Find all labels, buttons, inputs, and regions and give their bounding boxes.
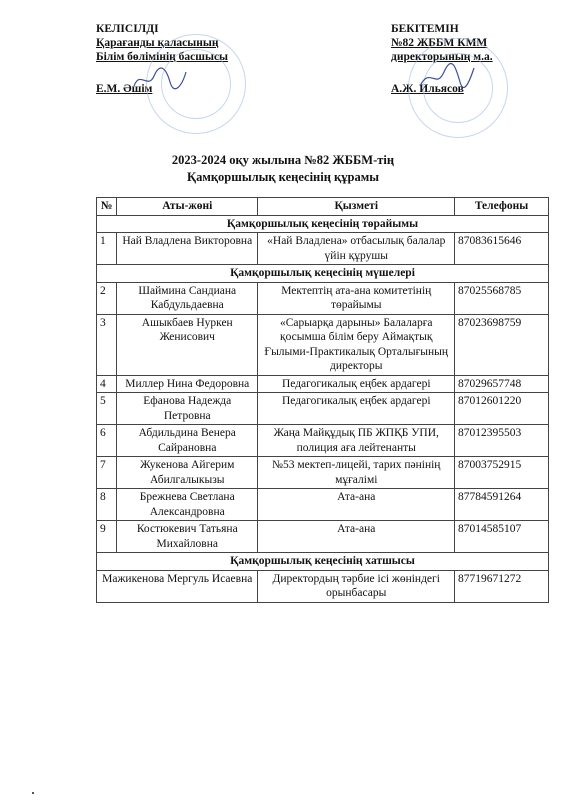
member-name: Шаймина Сандиана Кабдульдаевна bbox=[117, 282, 258, 314]
table-row bbox=[97, 570, 549, 602]
member-position: Директордың тәрбие ісі жөніндегі орынбасары bbox=[258, 570, 455, 602]
member-name: Ашыкбаев Нуркен Женисович bbox=[117, 314, 258, 375]
agreed-org: Қарағанды қаласының bbox=[96, 37, 219, 49]
member-name: Ефанова Надежда Петровна bbox=[117, 393, 258, 425]
member-phone: 87083615646 bbox=[455, 233, 549, 265]
table-row bbox=[97, 457, 549, 489]
column-header-name: Аты-жөні bbox=[117, 198, 258, 216]
member-position: Педагогикалық еңбек ардагері bbox=[258, 375, 455, 393]
table-row bbox=[97, 393, 549, 425]
column-header-number: № bbox=[97, 198, 117, 216]
row-number: 2 bbox=[97, 282, 117, 314]
member-name: Мажикенова Мергуль Исаевна bbox=[97, 570, 258, 602]
table-row bbox=[97, 425, 549, 457]
row-number: 3 bbox=[97, 314, 117, 375]
member-phone: 87012601220 bbox=[455, 393, 549, 425]
member-position: «Най Владлена» отбасылық балалар үйін құрушы bbox=[258, 233, 455, 265]
member-position: «Сарыарқа дарыны» Балаларға қосымша білім беру Аймақтық Ғылыми-Практикалық Орталығының директоры bbox=[258, 314, 455, 375]
approve-heading: БЕКІТЕМІН bbox=[391, 23, 459, 35]
table-row bbox=[97, 521, 549, 553]
member-position: Педагогикалық еңбек ардагері bbox=[258, 393, 455, 425]
approve-position: директорының м.а. bbox=[391, 51, 493, 63]
member-name: Абдильдина Венера Сайрановна bbox=[117, 425, 258, 457]
member-phone: 87025568785 bbox=[455, 282, 549, 314]
table-header-row bbox=[97, 198, 549, 216]
agreed-heading: КЕЛІСІЛДІ bbox=[96, 23, 159, 35]
section-row-members bbox=[97, 265, 549, 283]
table-row bbox=[97, 314, 549, 375]
row-number: 6 bbox=[97, 425, 117, 457]
member-position: Мектептің ата-ана комитетінің төрайымы bbox=[258, 282, 455, 314]
member-position: Ата-ана bbox=[258, 489, 455, 521]
member-phone: 87023698759 bbox=[455, 314, 549, 375]
member-phone: 87029657748 bbox=[455, 375, 549, 393]
member-name: Брежнева Светлана Александровна bbox=[117, 489, 258, 521]
signature-right-icon bbox=[416, 62, 476, 92]
section-title-members: Қамқоршылық кеңесінің мүшелері bbox=[97, 265, 549, 283]
member-position: Ата-ана bbox=[258, 521, 455, 553]
signature-left-icon bbox=[130, 64, 190, 94]
member-name: Миллер Нина Федоровна bbox=[117, 375, 258, 393]
table-row bbox=[97, 282, 549, 314]
section-title-secretary: Қамқоршылық кеңесінің хатшысы bbox=[97, 553, 549, 571]
title-line-2: Қамқоршылық кеңесінің құрамы bbox=[187, 170, 379, 184]
document-title bbox=[0, 152, 566, 186]
table-row bbox=[97, 233, 549, 265]
member-phone: 87014585107 bbox=[455, 521, 549, 553]
agreed-signatory: Е.М. Әшім bbox=[96, 83, 153, 95]
table-row bbox=[97, 489, 549, 521]
member-phone: 87012395503 bbox=[455, 425, 549, 457]
row-number: 4 bbox=[97, 375, 117, 393]
row-number: 8 bbox=[97, 489, 117, 521]
agreed-position: Білім бөлімінің басшысы bbox=[96, 51, 229, 63]
member-position: №53 мектеп-лицейі, тарих пәнінің мұғалімі bbox=[258, 457, 455, 489]
row-number: 7 bbox=[97, 457, 117, 489]
column-header-phone: Телефоны bbox=[455, 198, 549, 216]
section-row-chair bbox=[97, 215, 549, 233]
page-speck bbox=[32, 792, 34, 794]
member-name: Жукенова Айгерим Абилгалыкызы bbox=[117, 457, 258, 489]
section-title-chair: Қамқоршылық кеңесінің төрайымы bbox=[97, 215, 549, 233]
approve-signatory: А.Ж. Ильясов bbox=[391, 83, 464, 95]
row-number: 5 bbox=[97, 393, 117, 425]
title-line-1: 2023-2024 оқу жылына №82 ЖББМ-тің bbox=[171, 153, 395, 167]
member-name: Най Владлена Викторовна bbox=[117, 233, 258, 265]
member-name: Костюкевич Татьяна Михайловна bbox=[117, 521, 258, 553]
board-members-table bbox=[96, 197, 549, 603]
column-header-position: Қызметі bbox=[258, 198, 455, 216]
row-number: 1 bbox=[97, 233, 117, 265]
approve-org: №82 ЖББМ КММ bbox=[391, 37, 488, 49]
member-phone: 87003752915 bbox=[455, 457, 549, 489]
row-number: 9 bbox=[97, 521, 117, 553]
section-row-secretary bbox=[97, 553, 549, 571]
member-position: Жаңа Майқұдық ПБ ЖПҚБ УПИ, полиция аға лейтенанты bbox=[258, 425, 455, 457]
member-phone: 87719671272 bbox=[455, 570, 549, 602]
table-row bbox=[97, 375, 549, 393]
member-phone: 87784591264 bbox=[455, 489, 549, 521]
